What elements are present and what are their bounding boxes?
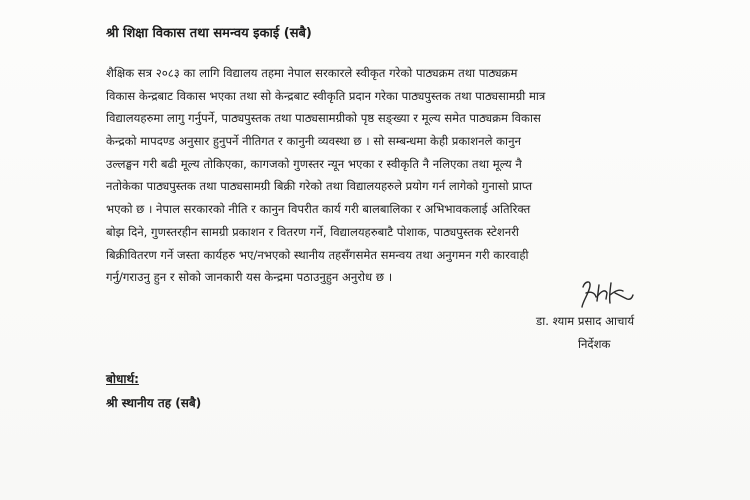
cc-heading: बोधार्थ: (106, 372, 139, 386)
cc-item: श्री स्थानीय तह (सबै) (106, 396, 202, 410)
body-line: विद्यालयहरुमा लागु गर्नुपर्ने, पाठ्यपुस्तक तथा पाठ्यसामग्रीको पृष्ठ सङ्ख्या र मूल्य समेत पाठ्यक्रम विकास (106, 111, 541, 126)
body-line: गर्नु/गराउनु हुन र सोको जानकारी यस केन्द्रमा पठाउनुहुन अनुरोध छ । (106, 270, 393, 285)
body-line: विकास केन्द्रबाट विकास भएका तथा सो केन्द्रबाट स्वीकृति प्रदान गरेका पाठ्यपुस्तक तथा पाठ्यसामग्री मात्र (106, 88, 546, 103)
body-line: उल्लङ्घन गरी बढी मूल्य तोकिएका, कागजको गुणस्तर न्यून भएका र स्वीकृति नै नलिएका तथा मूल्य नै (106, 156, 522, 171)
signer-name: डा. श्याम प्रसाद आचार्य (536, 314, 635, 328)
letter-addressee: श्री शिक्षा विकास तथा समन्वय इकाई (सबै) (106, 26, 312, 41)
body-line: शैक्षिक सत्र २०८३ का लागि विद्यालय तहमा नेपाल सरकारले स्वीकृत गरेको पाठ्यक्रम तथा पाठ्यक्रम (106, 66, 518, 80)
body-line: नतोकेका पाठ्यपुस्तक तथा पाठ्यसामग्री बिक्री गरेको तथा विद्यालयहरुले प्रयोग गर्न लागेको गुनासो प्राप्त (106, 179, 533, 194)
body-line: केन्द्रको मापदण्ड अनुसार हुनुपर्ने नीतिगत र कानुनी व्यवस्था छ । सो सम्बन्धमा केही प्रकाशनले कानुन (106, 134, 521, 149)
letter-body (106, 62, 666, 289)
signer-title: निर्देशक (578, 337, 611, 351)
handwritten-signature (577, 277, 635, 311)
body-line: बिक्रीवितरण गर्ने जस्ता कार्यहरु भए/नभएको स्थानीय तहसँगसमेत समन्वय तथा अनुगमन गरी कारवाही (106, 247, 529, 262)
body-line: भएको छ । नेपाल सरकारको नीति र कानुन विपरीत कार्य गरी बालबालिका र अभिभावकलाई अतिरिक्त (106, 202, 531, 217)
body-line: बोझ दिने, गुणस्तरहीन सामग्री प्रकाशन र वितरण गर्ने, विद्यालयहरुबाटै पोशाक, पाठ्यपुस्तक स्टेशनरी (106, 224, 519, 239)
